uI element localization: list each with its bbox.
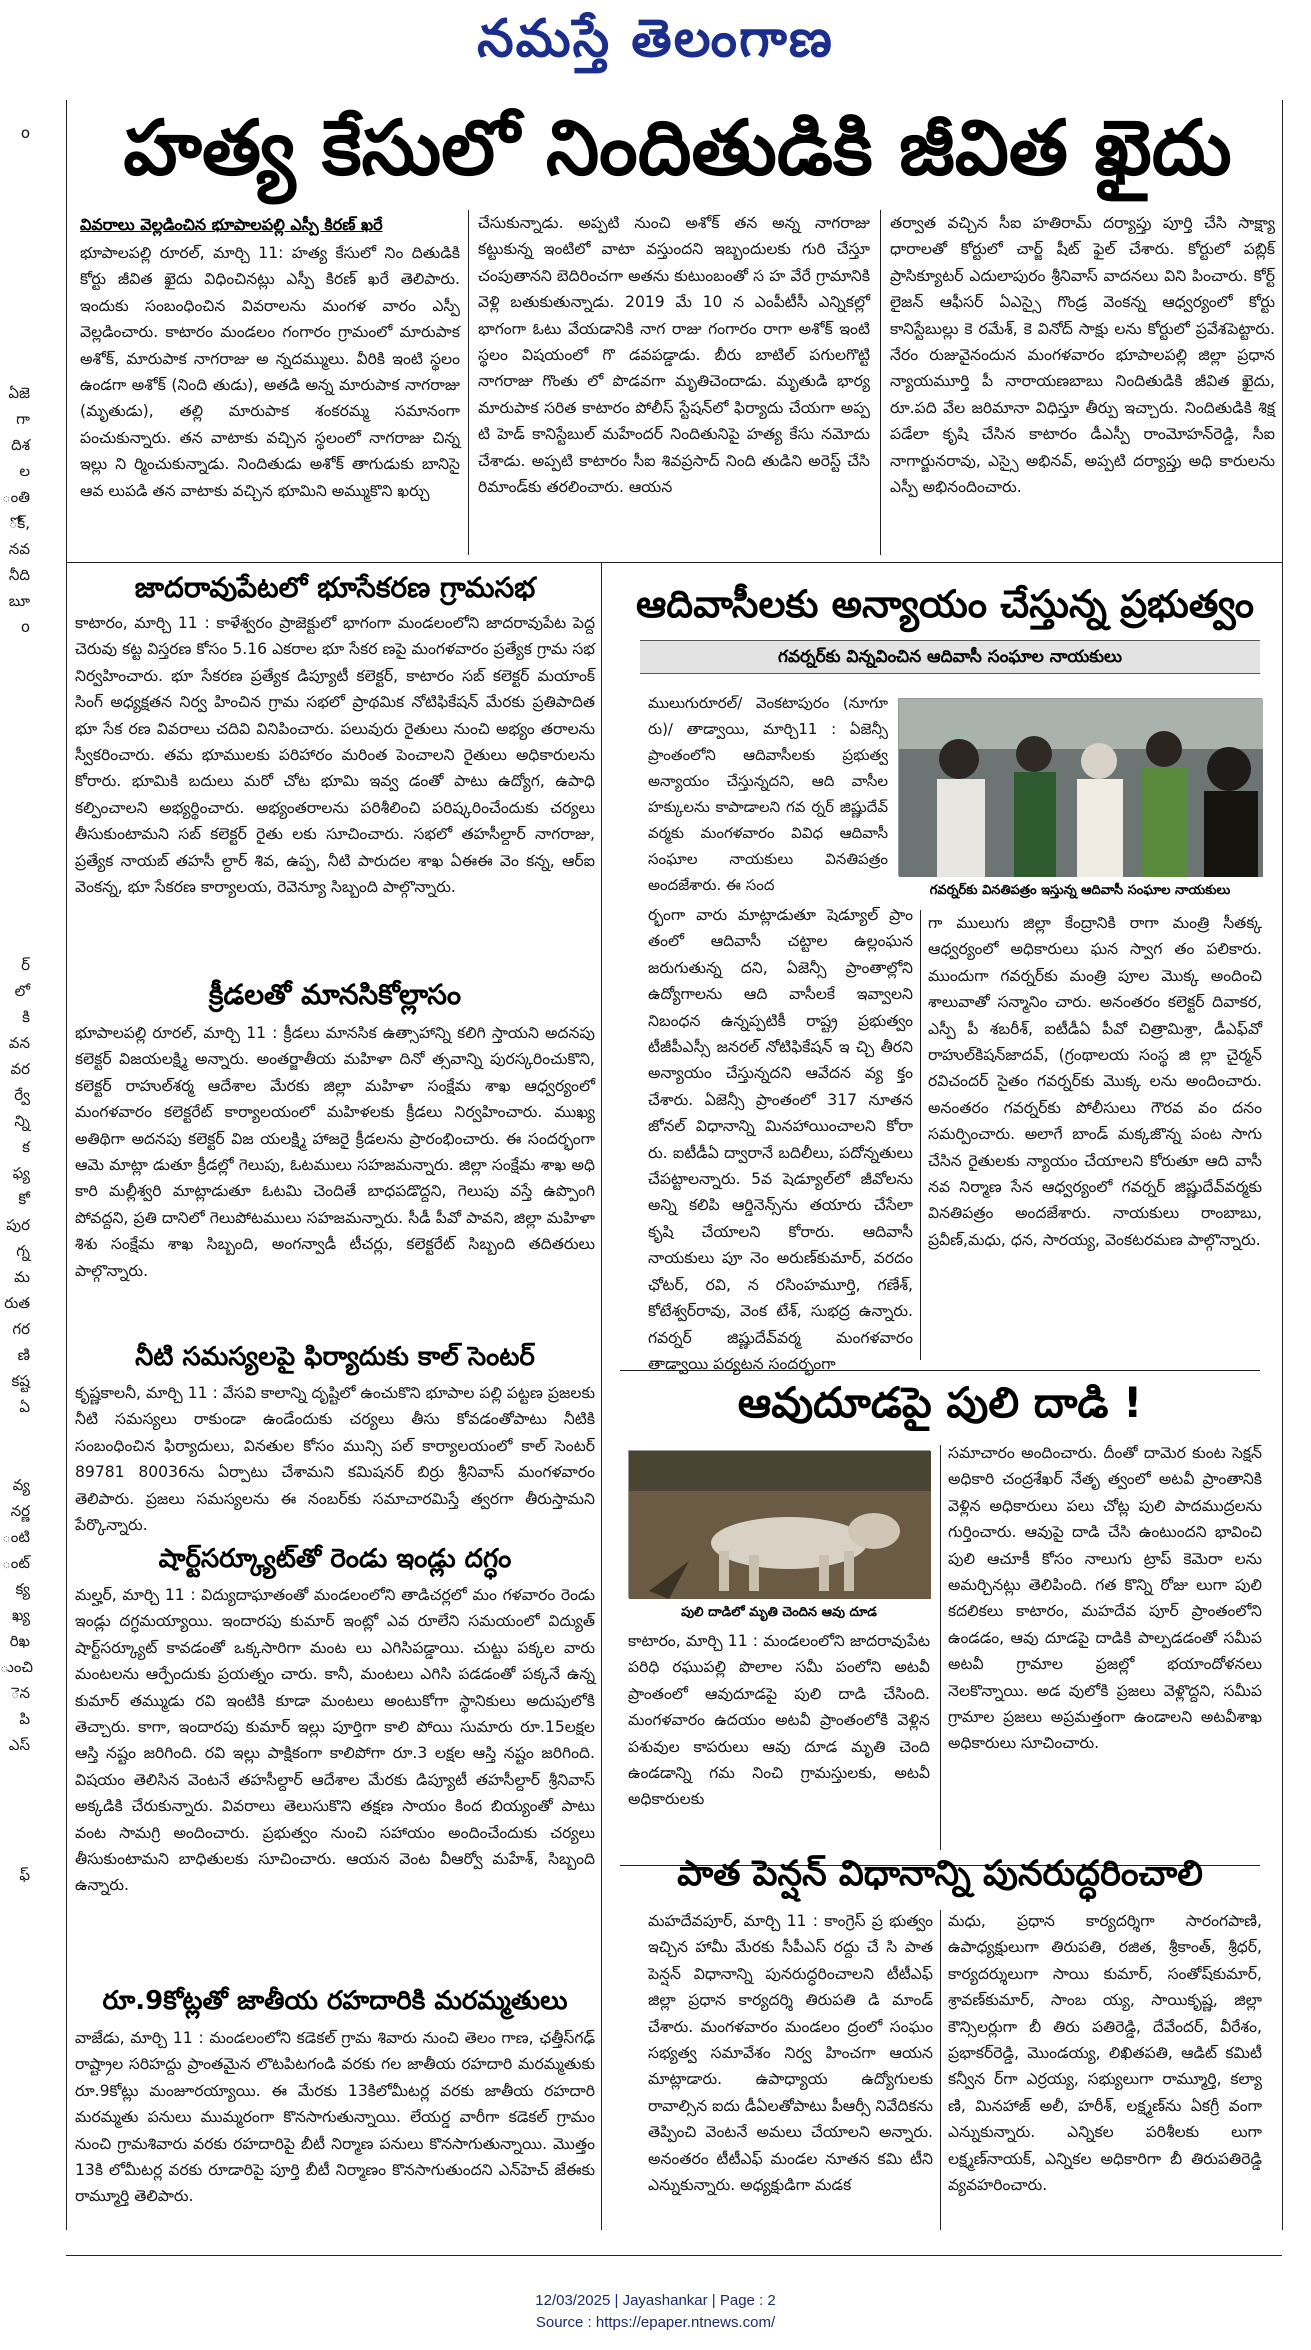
left-strip-fragment: కో: [18, 1190, 30, 1208]
column-divider-story7: [920, 910, 921, 1360]
left-strip-fragment: [0, 1420, 30, 1446]
left-strip-fragment: క్య: [15, 1580, 30, 1598]
story9-headline: పాత పెన్షన్ విధానాన్ని పునరుద్ధరించాలి: [677, 1854, 1203, 1894]
story8-photo-caption: పులి దాడిలో మృతి చెందిన ఆవు దూడ: [681, 1605, 877, 1620]
left-strip-fragment: [0, 692, 30, 718]
story7-photo-governor: [898, 698, 1262, 876]
left-strip-fragment: ల: [19, 462, 30, 480]
left-strip-fragment: [0, 900, 30, 926]
left-strip-fragment: [0, 796, 30, 822]
column-divider-middle: [601, 562, 602, 2230]
left-strip-fragment: వ్య: [12, 1476, 30, 1494]
story4-headline: నీటి సమస్యలపై ఫిర్యాదుకు కాల్ సెంటర్: [135, 1342, 535, 1372]
left-strip-fragment: వర: [10, 1060, 30, 1078]
left-strip-fragment: o: [20, 618, 30, 636]
left-strip-fragment: [0, 718, 30, 744]
left-strip-fragment: రుత: [4, 1294, 30, 1312]
left-strip-fragment: [0, 1784, 30, 1810]
story1-column-1: భూపాలపల్లి రూరల్, మార్చి 11: హత్య కేసులో నిం దితుడికి కోర్టు జీవిత ఖైదు విధించినట్లు ఎస్పీ కిరణ్ ఖరే తెలిపారు. ఇందుకు సంబంధించిన వివరాలను మంగళ వారం ఎస్పీ వెల్లడించారు. కాటారం మండలం గంగారం గ్రామంలో మారుపాక అశోక్, మారుపాక నాగరాజు అ న్నదమ్ములు. వీరికి ఇంటి స్థలం ఉండగా అశోక్ (నింది తుడు), అతడి అన్న మారుపాక నాగరాజు (మృతుడు), తల్లి మారుపాక శంకరమ్మ సమానంగా పంచుకున్నారు. తన వాటాకు వచ్చిన స్థలంలో నాగరాజు చిన్న ఇల్లు ని ర్మించుకున్నాడు. నిందితుడు అశోక్ తాగుడుకు బానిసై ఆవ లుపడి తన వాటాకు వచ్చిన భూమిని అమ్ముకొని ఖర్చు: [80, 244, 460, 500]
left-strip-fragment: గర: [12, 1320, 30, 1338]
story7-headline: ఆదివాసీలకు అన్యాయం చేస్తున్న ప్రభుత్వం: [635, 582, 1255, 626]
left-strip-fragment: నీది: [8, 566, 30, 584]
left-strip-fragment: [0, 874, 30, 900]
left-strip-fragment: కష్ట: [11, 1372, 30, 1390]
story8-column-2: సమాచారం అందించారు. దీంతో దామెర కుంట సెక్షన్ అధికారి చంద్రశేఖర్ నేతృ త్వంలో అటవీ ప్రాంతానికి వెళ్లిన అధికారులు పలు చోట్ల పులి పాదముద్రలను గుర్తించారు. ఆవుపై దాడి చేసి ఉంటుందని భావించి పులి ఆచూకీ కోసం నాలుగు ట్రాప్ కెమెరా లను అమర్చినట్లు తెలిపింది. గత కొన్ని రోజు లుగా పులి కదలికలు కాటారం, మహదేవ పూర్ ప్రాంతంలోని ఉండడం, ఆవు దూడపై దాడికి పాల్పడడంతో సమీప అటవీ గ్రామాల ప్రజల్లో భయాందోళనలు నెలకొన్నాయి. అడ వులోకి ప్రజలు వెళ్లొద్దని, సమీప గ్రామాల ప్రజలు అప్రమత్తంగా ఉండాలని అటవీశాఖ అధికారులు సూచించారు.: [948, 1444, 1262, 1753]
left-strip-fragment: [0, 1914, 30, 1940]
left-strip-fragment: న్ని: [14, 1112, 30, 1130]
left-strip-fragment: [0, 1888, 30, 1914]
story1-column-2: చేసుకున్నాడు. అప్పటి నుంచి అశోక్ తన అన్న నాగరాజు కట్టుకున్న ఇంటిలో వాటా వస్తుందని ఇబ్బందులకు గురి చేస్తూ చంపుతానని బెదిరించగా అతను కుటుంబంతో స హ వేరే గ్రామానికి వెళ్లి బతుకుతున్నాడు. 2019 మే 10 న ఎంపీటీసీ ఎన్నికల్లో భాగంగా ఓటు వేయడానికి నాగ రాజు గంగారం రాగా అశోక్ ఇంటి స్థలం విషయంలో గొ డవపడ్డాడు. బీరు బాటిల్ పగులగొట్టి నాగరాజు గొంతు లో పొడవగా మృతిచెందాడు. మృతుడి భార్య మారుపాక సరిత కాటారం పోలీస్ స్టేషన్‌లో ఫిర్యాదు చేయగా అప్ప టి హెడ్ కానిస్టేబుల్ మహేందర్ నిందితునిపై హత్య కేసు నమోదు చేశాడు. అప్పటి కాటారం సీఐ శివప్రసాద్ నింది తుడిని అరెస్ట్ చేసి రిమాండ్‌కు తరలించారు. ఆయన: [478, 214, 870, 497]
story1-column-3: తర్వాత వచ్చిన సీఐ హతిరామ్ దర్యాప్తు పూర్తి చేసి సాక్ష్యా ధారాలతో కోర్టులో చార్జ్ షీట్ ఫైల్ చేశారు. కోర్టులో పబ్లిక్ ప్రాసిక్యూటర్ ఎదులాపురం శ్రీనివాస్ వాదనలు విని పించారు. కోర్ట్ లైజన్ ఆఫీసర్ ఏఎస్సై గొండ్ర వెంకన్న ఆధ్వర్యంలో కోర్టు కానిస్టేబుల్లు కె రమేశ్, కె వినోద్ సాక్షు లను కోర్టులో ప్రవేశపెట్టారు. నేరం రుజువైనందున మంగళవారం భూపాలపల్లి జిల్లా ప్రధాన న్యాయమూర్తి పీ నారాయణబాబు నిందితుడికి జీవిత ఖైదు, రూ.పది వేల జరిమానా విధిస్తూ తీర్పు ఇచ్చారు. నిందితుడికి శిక్ష పడేలా కృషి చేసిన కాటారం డీఎస్పీ రాంమోహన్‌రెడ్డి, సీఐ నాగార్జునరావు, ఎస్సై అభినవ్, అప్పటి దర్యాప్తు అధి కారులను ఎస్పీ అభినందించారు.: [890, 214, 1275, 497]
left-strip-fragment: [0, 224, 30, 250]
left-strip-fragment: కి: [22, 1008, 30, 1026]
story4-body: కృష్ణకాలనీ, మార్చి 11 : వేసవి కాలాన్ని దృష్టిలో ఉంచుకొని భూపాల పల్లి పట్టణ ప్రజలకు నీటి సమస్యలు రాకుండా ఉండేందుకు చర్యలు తీసు కోవడంతోపాటు నీటికి సంబంధించిన ఫిర్యాదులు, వినతుల కోసం మున్సి పల్ కార్యాలయంలో కాల్ సెంటర్ 89781 80036ను ఏర్పాటు చేశామని కమిషనర్ బిర్రు శ్రీనివాస్ మంగళవారం తెలిపారు. ప్రజలు సమస్యలను ఈ నంబర్‌కు సమాచారమిస్తే త్వరగా తీరుస్తామని పేర్కొన్నారు.: [75, 1384, 595, 1535]
left-strip-fragment: [0, 1810, 30, 1836]
left-strip-fragment: ోక్,: [8, 514, 30, 532]
left-strip-fragment: [0, 1446, 30, 1472]
left-strip-fragment: వన: [8, 1034, 30, 1052]
left-strip-fragment: దిశ: [11, 436, 30, 454]
left-strip-fragment: [0, 666, 30, 692]
left-strip-fragment: [0, 354, 30, 380]
left-strip-fragment: [0, 640, 30, 666]
story3-body: భూపాలపల్లి రూరల్, మార్చి 11 : క్రీడలు మానసిక ఉత్సాహాన్ని కలిగి స్తాయని అదనపు కలెక్టర్ విజయలక్ష్మి అన్నారు. అంతర్జాతీయ మహిళా దినో త్సవాన్ని పురస్కరించుకొని, కలెక్టర్ రాహుల్‌శర్మ ఆదేశాల మేరకు జిల్లా మహిళా సంక్షేమ శాఖ ఆధ్వర్యంలో మంగళవారం కలెక్టరేట్ కార్యాలయంలో మహిళలకు క్రీడలు నిర్వహించారు. ముఖ్య అతిథిగా అదనపు కలెక్టర్ విజ యలక్ష్మి హాజరై క్రీడలను ప్రారంభించారు. ఈ సందర్భంగా ఆమె మాట్లా డుతూ క్రీడల్లో గెలుపు, ఓటములు సహజమన్నారు. జిల్లా సంక్షేమ శాఖ అధి కారి మల్లీశ్వరి మాట్లాడుతూ ఓటమి చెందితే బాధపడొద్దని, గెలుపు వస్తే ఉప్పొంగి పోవద్దని, ప్రతి దానిలో గెలుపోటములు సహజమన్నారు. సీడీ పీవో పావని, జిల్లా మహిళా శిశు సంక్షేమ శాఖ సిబ్బంది, అంగన్వాడీ టీచర్లు, కలెక్టరేట్ సిబ్బంది తదితరులు పాల్గొన్నారు.: [75, 1024, 595, 1280]
left-strip-fragment: ఏ: [19, 1398, 30, 1416]
story8-headline: ఆవుదూడపై పులి దాడి !: [737, 1378, 1143, 1427]
left-strip-fragment: ర్: [21, 956, 30, 974]
left-strip-fragment: ఫ్య: [12, 1164, 30, 1182]
left-strip-fragment: [0, 1940, 30, 1966]
left-strip-fragment: [0, 744, 30, 770]
left-strip-fragment: ఎస్: [8, 1736, 30, 1754]
left-strip-fragment: లో: [14, 982, 30, 1000]
story9-column-1: మహదేవపూర్, మార్చి 11 : కాంగ్రెస్ ప్ర భుత్వం ఇచ్చిన హామీ మేరకు సీపీఎస్ రద్దు చే సి పాత పెన్షన్ విధానాన్ని పునరుద్ధరించాలని టీటీఎఫ్ జిల్లా ప్రధాన కార్యదర్శి తిరుపతి డి మాండ్ చేశారు. మంగళవారం మండలం ద్రంలో సంఘం సభ్యత్వ సమావేశం నిర్వ హించగా ఆయన మాట్లాడారు. ఉపాధ్యాయ ఉద్యోగులకు రావాల్సిన ఐదు డీఏలతోపాటు పీఆర్సీ నివేదికను తెప్పించి వెంటనే అమలు చేయాలని అన్నారు. అనంతరం టీటీఎఫ్ మండల నూతన కమి టీని ఎన్నుకున్నారు. అధ్యక్షుడిగా మడక: [648, 1912, 933, 2195]
left-strip-fragment: ంట్: [2, 1554, 30, 1572]
page-bottom-rule: [66, 2255, 1282, 2256]
left-strip-fragment: ణి: [17, 1346, 30, 1364]
left-partial-column: [0, 120, 33, 2205]
story2-headline: జాదరావుపేటలో భూసేకరణ గ్రామసభ: [134, 571, 536, 604]
left-strip-fragment: ఖ్య: [11, 1606, 30, 1624]
section-divider-top: [66, 562, 1282, 563]
story7-subheading-banner: గవర్నర్‌కు విన్నవించిన ఆదివాసీ సంఘాల నాయకులు: [640, 640, 1260, 674]
left-strip-fragment: [0, 302, 30, 328]
left-strip-fragment: మ: [14, 1268, 30, 1286]
left-strip-fragment: ఫ్: [19, 1866, 30, 1884]
left-strip-fragment: ంతి: [1, 488, 30, 506]
left-strip-fragment: ఏజె: [8, 384, 30, 402]
column-divider-story8: [940, 1445, 941, 1850]
left-strip-fragment: [0, 848, 30, 874]
story9-column-2: మధు, ప్రధాన కార్యదర్శిగా సారంగపాణి, ఉపాధ్యక్షులుగా తిరుపతి, రజిత, శ్రీకాంత్, శ్రీధర్, కార్యదర్శులుగా సాయి కుమార్, సంతోష్‌కుమార్, శ్రావణ్‌కుమార్, సాంబ య్య, సాయికృష్ణ, జిల్లా కౌన్సిలర్లుగా బీ తిరు పతిరెడ్డి, దేవేందర్, వీరేశం, ప్రభాకర్‌రెడ్డి, మొండయ్య, లిఖితపతి, ఆడిట్ కమిటీ కన్వీన ర్‌గా ఎర్రయ్య, సభ్యులుగా రామ్మూర్తి, కల్యా ణి, మినహాజ్ అలీ, హరీశ్, లక్ష్మణ్‌ను ఏకగ్రీ వంగా ఎన్నుకున్నారు. ఎన్నికల పరిశీలకు లుగా లక్ష్మణ్‌నాయక్, ఎన్నికల అధికారిగా బీ తిరుపతిరెడ్డి వ్యవహరించారు.: [948, 1912, 1262, 2195]
story1-headline: హత్య కేసులో నిందితుడికి జీవిత ఖైదు: [123, 103, 1232, 192]
left-strip-fragment: [0, 1836, 30, 1862]
left-strip-fragment: ర్వే: [14, 1086, 30, 1104]
left-strip-fragment: ుంచి: [0, 1658, 33, 1676]
story2-body: కాటారం, మార్చి 11 : కాళేశ్వరం ప్రాజెక్టులో భాగంగా మండలంలోని జాదరావుపేట పెద్ద చెరువు కట్ట విస్తరణ కోసం 5.16 ఎకరాల భూ సేకర ణపై మంగళవారం ప్రత్యేక గ్రామ సభ నిర్వహించారు. భూ సేకరణ ప్రత్యేక డిప్యూటీ కలెక్టర్, కాటారం సబ్ కలెక్టర్ మయాంక్ సింగ్ అధ్యక్షతన నిర్వ హించిన గ్రామ సభలో ప్రాథమిక నోటిఫికేషన్ మేరకు ప్రతిపాదిత భూ సేక రణ వివరాలు చదివి వినిపించారు. పలువురు రైతులు నుంచి అభ్యం తరాలను స్వీకరించారు. తమ భూములకు పరిహారం మరింత పెంచాలని రైతులు అధికారులను కోరారు. భూమికి బదులు మరో చోట భూమి ఇవ్వ డంతో పాటు ఉద్యోగ, ఉపాధి కల్పించాలని అభ్యర్థించారు. అభ్యంతరాలను పరిశీలించి పరిష్కరించేందుకు చర్యలు తీసుకుంటామని సబ్ కలెక్టర్ రైతు లకు సూచించారు. సభలో తహసీల్దార్ నాగరాజు, ప్రత్యేక నాయబ్ తహసీ ల్దార్ శివ, ఉప్ప, నీటి పారుదల శాఖ ఏఈఈ వెం కన్న, ఆర్ఐ వెంకన్న, భూ సేకరణ కార్యాలయ, రెవెన్యూ సిబ్బంది పాల్గొన్నారు.: [75, 614, 595, 897]
story8-photo-art: [629, 1451, 931, 1599]
column-divider-story1-a: [468, 210, 469, 555]
left-strip-fragment: ెన: [10, 1684, 30, 1702]
left-strip-fragment: [0, 172, 30, 198]
left-strip-fragment: ంటి: [2, 1528, 30, 1546]
left-strip-fragment: పి: [19, 1710, 30, 1728]
story7-intro: ములుగురూరల్/ వెంకటాపురం (నూగూ రు)/ తాడ్వాయి, మార్చి11 : ఏజెన్సీ ప్రాంతంలోని ఆదివాసీలకు ప్రభుత్వ అన్యాయం చేస్తున్నదని, ఆది వాసీల హక్కులను కాపాడాలని గవ ర్నర్ జిష్ణుదేవ్ వర్మకు మంగళవారం వివిధ ఆదివాసీ సంఘాల నాయకులు వినతిపత్రం అందజేశారు. ఈ సంద: [648, 694, 888, 894]
story1-deck: వివరాలు వెల్లడించిన భూపాలపల్లి ఎస్పీ కిరణ్ ఖరే: [80, 215, 383, 234]
story7-photo-art: [899, 699, 1263, 877]
column-divider-story9: [940, 1910, 941, 2230]
story6-headline: రూ.9కోట్లతో జాతీయ రహదారికి మరమ్మతులు: [102, 1986, 568, 2016]
left-strip-fragment: నవ: [8, 540, 30, 558]
left-strip-fragment: o: [20, 124, 30, 142]
left-strip-fragment: [0, 250, 30, 276]
story3-headline: క్రీడలతో మానసికోల్లాసం: [208, 978, 462, 1011]
footer-source-link[interactable]: Source : https://epaper.ntnews.com/: [535, 2314, 776, 2331]
story7-column-2: గా ములుగు జిల్లా కేంద్రానికి రాగా మంత్రి సీతక్క ఆధ్వర్యంలో అధికారులు ఘన స్వాగ తం పలికారు. ముందుగా గవర్నర్‌కు మంత్రి పూల మొక్క అందించి శాలువాతో సన్మానిం చారు. అనంతరం కలెక్టర్ దివాకర, ఎస్పీ పీ శబరీశ్, ఐటీడీఏ పీవో చిత్రామిశ్రా, డీఎఫ్‌వో రాహుల్‌కిషన్‌జాదవ్, (గ్రంథాలయ సంస్థ జి ల్లా చైర్మన్ రవిచందర్ సైతం గవర్నర్‌కు మొక్క లను అందించారు. అనంతరం గవర్నర్‌కు పోలీసులు గౌరవ వం దనం సమర్పించారు. అలాగే బాండ్ మక్కజొన్న పంట సాగు చేసిన రైతులకు న్యాయం చేయాలని కోరుతూ ఆది వాసీ నవ నిర్మాణ సేన ఆధ్వర్యంలో గవర్నర్ జిష్ణుదేవ్‌వర్మకు వినతిపత్రం అందజేశారు. నాయకులు రాంబాబు, ప్రవీణ్,మధు, ధన, సారయ్య, వెంకటరమణ పాల్గొన్నారు.: [928, 914, 1262, 1249]
masthead-logo: నమస్తే తెలంగాణ: [477, 8, 834, 69]
column-rule-left: [66, 100, 67, 2230]
left-strip-fragment: [0, 198, 30, 224]
left-strip-fragment: బూ: [8, 592, 30, 610]
left-strip-fragment: క: [22, 1138, 30, 1156]
footer-date-edition: 12/03/2025 | Jayashankar | Page : 2: [535, 2292, 776, 2309]
story5-headline: షార్ట్‌సర్క్యూట్‌తో రెండు ఇండ్లు దగ్ధం: [158, 1544, 512, 1574]
left-strip-fragment: [0, 146, 30, 172]
left-strip-fragment: గ్న: [16, 1242, 30, 1260]
left-strip-fragment: పుర: [6, 1216, 30, 1234]
left-strip-fragment: [0, 1758, 30, 1784]
left-strip-fragment: [0, 770, 30, 796]
story8-column-1: కాటారం, మార్చి 11 : మండలంలోని జాదరావుపేట పరిధి రఘుపల్లి పొలాల సమీ పంలోని అటవీ ప్రాంతంలో ఆవుదూడపై పులి దాడి చేసింది. మంగళవారం ఉదయం అటవీ ప్రాంతంలోకి వెళ్లిన పశువుల కాపరులు ఆవు దూడ మృతి చెంది ఉండడాన్ని గమ నించి గ్రామస్తులకు, అటవీ అధికారులకు: [628, 1632, 930, 1809]
story5-body: మల్హర్, మార్చి 11 : విద్యుదాఘాతంతో మండలంలోని తాడిచర్లలో మం గళవారం రెండు ఇండ్లు దగ్ధమయ్యాయి. ఇందారపు కుమార్ ఇంట్లో ఎవ రూలేని సమయంలో విద్యుత్ షార్ట్‌సర్క్యూట్ కావడంతో ఒక్కసారిగా మంట లు ఎగిసిపడ్డాయి. చుట్టు పక్కల వారు మంటలను ఆర్పేందుకు ప్రయత్నం చారు. కానీ, మంటలు ఎగిసి పడడంతో పక్కనే ఉన్న కుమార్ తమ్ముడు రవి ఇంటికి కూడా మంటలు అంటుకోగా స్థానికులు అదుపులోకి తెచ్చారు. కాగా, ఇందారపు కుమార్ ఇల్లు పూర్తిగా కాలి పోయి సుమారు రూ.15లక్షల ఆస్తి నష్టం జరిగింది. రవి ఇల్లు పాక్షికంగా కాలిపోగా రూ.3 లక్షల ఆస్తి నష్టం జరిగింది. విషయం తెలిసిన వెంటనే తహసీల్దార్ ఆదేశాల మేరకు డిప్యూటీ తహసీల్దార్ శ్రీనివాస్ అక్కడికి చేరుకున్నారు. వివరాలు తెలుసుకొని తక్షణ సాయం కింద బియ్యంతో పాటు వంట సామగ్రి అందించారు. ప్రభుత్వం నుంచి సహాయం అందించేందుకు చర్యలు తీసుకుంటామని బాధితులకు సూచించారు. ఆయన వెంట వీఆర్వో మహేశ్, సిబ్బంది ఉన్నారు.: [75, 1586, 595, 1895]
story8-photo-calf: [628, 1450, 930, 1598]
left-strip-fragment: రిఖ: [9, 1632, 30, 1650]
left-strip-fragment: నర్ణ: [10, 1502, 30, 1520]
left-strip-fragment: [0, 328, 30, 354]
story7-column-1: ర్భంగా వారు మాట్లాడుతూ షెడ్యూల్ ప్రాం తంలో ఆదివాసీ చట్టాల ఉల్లంఘన జరుగుతున్న దని, ఏజెన్సీ ప్రాంతాల్లోని ఉద్యోగాలను ఆది వాసీలకే ఇవ్వాలని నిబంధన ఉన్నప్పటికీ రాష్ట్ర ప్రభుత్వం టీజీపీఎస్సీ జనరల్ నోటిఫికేషన్ ఇ చ్చి తీరని అన్యాయం చేస్తున్నదని ఆవేదన వ్య క్తం చేశారు. ఏజెన్సీ ప్రాంతంలో 317 నూతన జోనల్ విధానాన్ని మినహాయించాలని కోరా రు. ఐటీడీఏ ద్వారానే బదిలీలు, పదోన్నతులు చేపట్టాలన్నారు. 5వ షెడ్యూల్‌లో జీవోలను అన్ని కలిపి ఆర్డినెన్స్‌ను తయారు చేసేలా కృషి చేయాలని కోరారు. ఆదివాసీ నాయకులు పూ నెం అరుణ్‌కుమార్, వరదం ఛోటర్, రవి, న రసింహమూర్తి, గణేశ్, కోటేశ్వర్‌రావు, వెంక టేశ్, సుభద్ర ఉన్నారు. గవర్నర్ జిష్ణుదేవ్‌వర్మ మంగళవారం తాడ్వాయి పర్యటన సందర్భంగా: [648, 906, 913, 1373]
left-strip-fragment: [0, 926, 30, 952]
column-divider-story1-b: [880, 210, 881, 555]
story7-photo-caption: గవర్నర్‌కు వినతిపత్రం ఇస్తున్న ఆదివాసీ సంఘాల నాయకులు: [929, 883, 1231, 898]
left-strip-fragment: [0, 822, 30, 848]
left-strip-fragment: [0, 276, 30, 302]
story6-body: వాజేడు, మార్చి 11 : మండలంలోని కడెకల్ గ్రామ శివారు నుంచి తెలం గాణ, ఛత్తీస్‌గఢ్ రాష్ట్రాల సరిహద్దు ప్రాంతమైన లొటపిటగండి వరకు గల జాతీయ రహదారి మరమ్మతుకు రూ.9కోట్లు మంజూరయ్యాయి. ఈ మేరకు 13కిలోమీటర్ల వరకు జాతీయ రహదారి మరమ్మతు పనులు ముమ్మరంగా కొనసాగుతున్నాయి. లేయర్డ వారీగా కడెకల్ గ్రామం నుంచి గ్రామశివారు వరకు రహదారిపై బీటీ నిర్మాణ పనులు కొనసాగుతున్నాయి. మొత్తం 13కి లోమీటర్ల వరకు రూడారిపై పూర్తి బీటీ నిర్మాణం కొనసాగుతుందని ఎన్‌హెచ్ జేఈకు రామ్మూర్తి తెలిపారు.: [75, 2029, 595, 2206]
column-rule-right: [1282, 100, 1283, 2230]
left-strip-fragment: గా: [16, 410, 30, 428]
